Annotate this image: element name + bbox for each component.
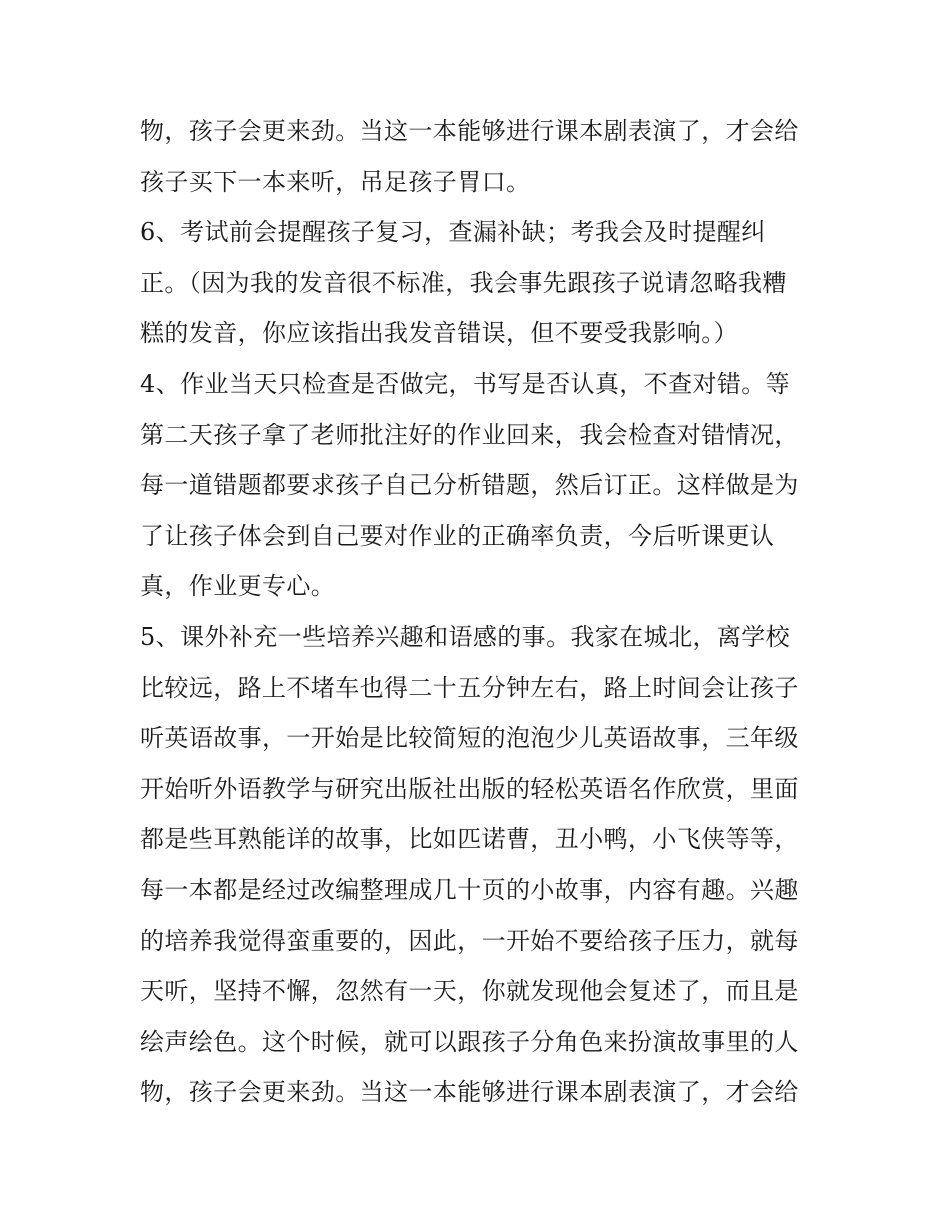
text-line: 比较远，路上不堵车也得二十五分钟左右，路上时间会让孩子	[140, 673, 799, 702]
text-line: 糕的发音，你应该指出我发音错误，但不要受我影响。）	[140, 319, 738, 348]
text-line: 物，孩子会更来劲。当这一本能够进行课本剧表演了，才会给	[140, 117, 799, 145]
text-line: 真，作业更专心。	[140, 572, 336, 601]
text-line: 正。（因为我的发音很不标准，我会事先跟孩子说请忽略我糟	[140, 268, 787, 297]
text-line: 4、作业当天只检查是否做完，书写是否认真，不查对错。等	[140, 369, 791, 398]
text-line: 6、考试前会提醒孩子复习，查漏补缺；考我会及时提醒纠	[140, 218, 766, 247]
text-line: 第二天孩子拿了老师批注好的作业回来，我会检查对错情况，	[140, 420, 799, 449]
text-line: 每一道错题都要求孩子自己分析错题，然后订正。这样做是为	[140, 471, 799, 500]
text-line: 5、课外补充一些培养兴趣和语感的事。我家在城北，离学校	[140, 622, 791, 651]
text-line: 每一本都是经过改编整理成几十页的小故事，内容有趣。兴趣	[140, 875, 799, 904]
text-line: 的培养我觉得蛮重要的，因此，一开始不要给孩子压力，就每	[140, 926, 799, 955]
text-line: 物，孩子会更来劲。当这一本能够进行课本剧表演了，才会给	[140, 1078, 799, 1107]
text-line: 孩子买下一本来听，吊足孩子胃口。	[140, 167, 531, 196]
text-line: 了让孩子体会到自己要对作业的正确率负责，今后听课更认	[140, 521, 775, 550]
text-line: 开始听外语教学与研究出版社出版的轻松英语名作欣赏，里面	[140, 774, 799, 803]
text-line: 天听，坚持不懈，忽然有一天，你就发现他会复述了，而且是	[140, 977, 799, 1006]
document-body	[140, 106, 820, 1118]
text-line: 听英语故事，一开始是比较简短的泡泡少儿英语故事，三年级	[140, 724, 799, 753]
text-line: 都是些耳熟能详的故事，比如匹诺曹，丑小鸭，小飞侠等等，	[140, 825, 799, 854]
text-line: 绘声绘色。这个时候，就可以跟孩子分角色来扮演故事里的人	[140, 1027, 799, 1056]
